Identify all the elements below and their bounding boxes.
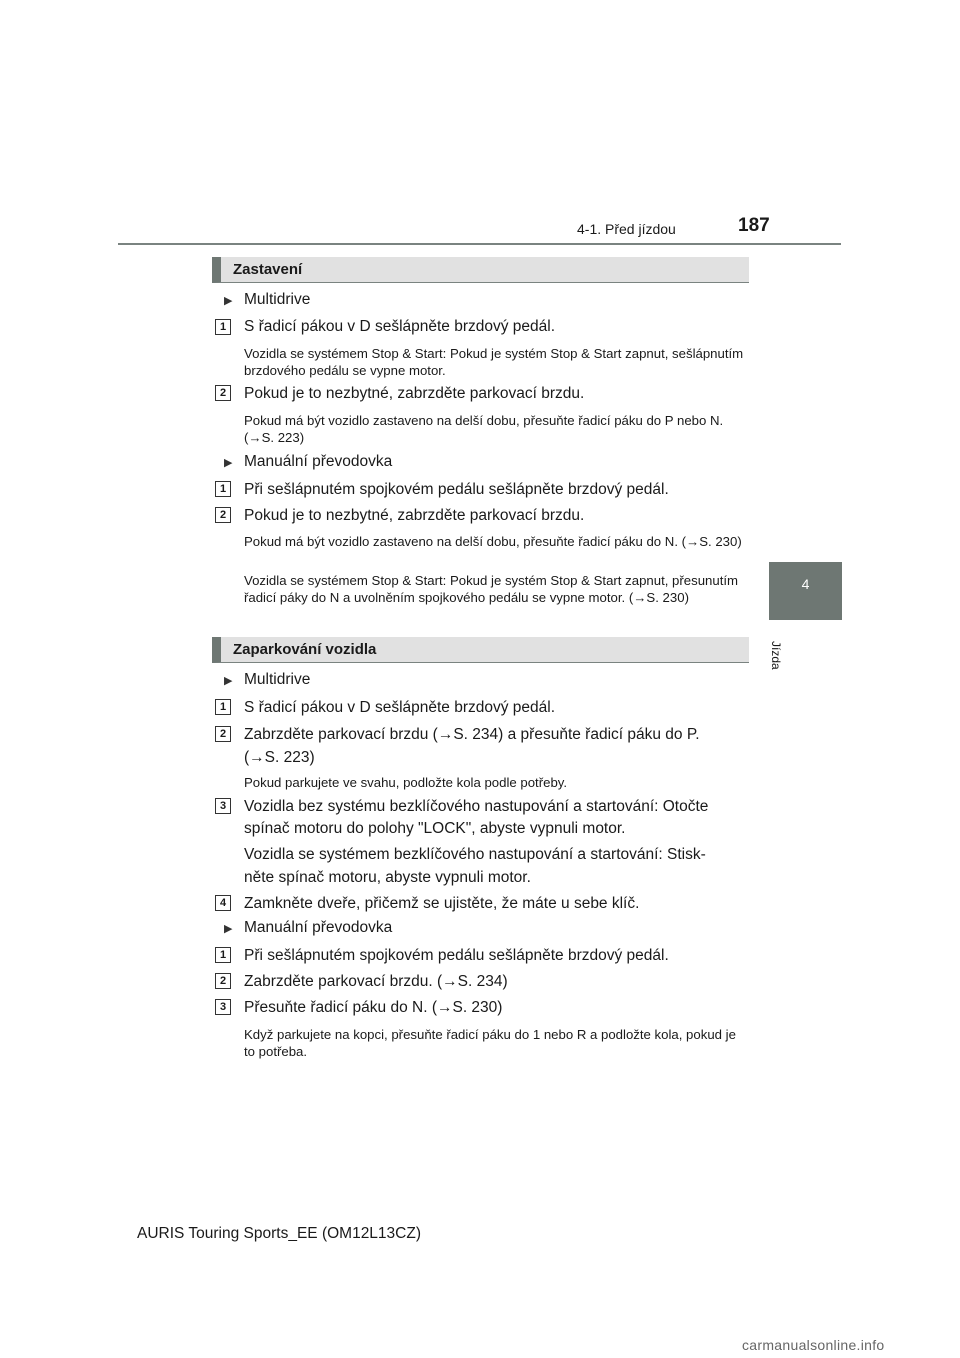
- bullet-icon: ▶: [224, 457, 233, 469]
- bullet-icon: ▶: [224, 923, 233, 935]
- step-text: Pokud je to nezbytné, zabrzděte parkovací brzdu.: [244, 507, 585, 524]
- step-text: Zabrzděte parkovací brzdu (→S. 234) a přesuňte řadicí páku do P.: [244, 726, 700, 743]
- step-number: 1: [215, 699, 231, 715]
- footer-document-id: AURIS Touring Sports_EE (OM12L13CZ): [137, 1225, 421, 1242]
- subheading-multidrive: Multidrive: [244, 291, 311, 308]
- step-number: 2: [215, 507, 231, 523]
- step-number: 2: [215, 973, 231, 989]
- step-text: Přesuňte řadicí páku do N. (→S. 230): [244, 999, 503, 1016]
- step-text: S řadicí pákou v D sešlápněte brzdový pedál.: [244, 699, 556, 716]
- step-text: Pokud je to nezbytné, zabrzděte parkovací brzdu.: [244, 385, 585, 402]
- step-number: 2: [215, 385, 231, 401]
- step-note: Vozidla se systémem Stop & Start: Pokud je systém Stop & Start zapnut, přesunutím řadicí páky do N a uvolněním spojkového pedálu se vypne motor. (→S. 230): [244, 573, 739, 605]
- subheading-manual: Manuální převodovka: [244, 919, 393, 936]
- step-number: 3: [215, 999, 231, 1015]
- section-header-stop: [212, 257, 749, 283]
- subheading-manual: Manuální převodovka: [244, 453, 393, 470]
- step-text-continued: Vozidla se systémem bezklíčového nastupování a startování: Stisk-: [244, 846, 706, 863]
- step-text: Při sešlápnutém spojkovém pedálu sešlápněte brzdový pedál.: [244, 481, 669, 498]
- chapter-label: Jízda: [769, 641, 783, 670]
- bullet-icon: ▶: [224, 295, 233, 307]
- step-text: Zamkněte dveře, přičemž se ujistěte, že máte u sebe klíč.: [244, 895, 640, 912]
- section-header-park: [212, 637, 749, 663]
- step-note: Vozidla se systémem Stop & Start: Pokud je systém Stop & Start zapnut, sešlápnutím brzdového pedálu se vypne motor.: [244, 346, 744, 378]
- bullet-icon: ▶: [224, 675, 233, 687]
- subheading-multidrive: Multidrive: [244, 671, 311, 688]
- header-divider: [118, 243, 841, 245]
- step-text: Při sešlápnutém spojkovém pedálu sešlápněte brzdový pedál.: [244, 947, 669, 964]
- step-text-continued: něte spínač motoru, abyste vypnuli motor.: [244, 869, 531, 886]
- chapter-tab[interactable]: [769, 562, 842, 620]
- section-title: Zastavení: [233, 261, 303, 278]
- step-note: Pokud parkujete ve svahu, podložte kola podle potřeby.: [244, 775, 568, 790]
- step-text-continued: spínač motoru do polohy "LOCK", abyste vypnuli motor.: [244, 820, 626, 837]
- watermark: carmanualsonline.info: [742, 1337, 885, 1353]
- step-number: 2: [215, 726, 231, 742]
- section-title: Zaparkování vozidla: [233, 641, 377, 658]
- page-number: 187: [738, 215, 770, 236]
- step-text: S řadicí pákou v D sešlápněte brzdový pedál.: [244, 318, 556, 335]
- step-number: 4: [215, 895, 231, 911]
- step-note: Když parkujete na kopci, přesuňte řadicí páku do 1 nebo R a podložte kola, pokud je to potřeba.: [244, 1027, 736, 1059]
- step-text-continued: (→S. 223): [244, 749, 315, 766]
- step-note: Pokud má být vozidlo zastaveno na delší dobu, přesuňte řadicí páku do P nebo N. (→S. 223): [244, 413, 724, 445]
- step-text: Vozidla bez systému bezklíčového nastupování a startování: Otočte: [244, 798, 709, 815]
- step-number: 1: [215, 947, 231, 963]
- step-number: 1: [215, 481, 231, 497]
- chapter-number: 4: [801, 576, 810, 592]
- step-number: 3: [215, 798, 231, 814]
- section-heading: 4-1. Před jízdou: [577, 221, 676, 237]
- step-text: Zabrzděte parkovací brzdu. (→S. 234): [244, 973, 508, 990]
- step-number: 1: [215, 319, 231, 335]
- step-note: Pokud má být vozidlo zastaveno na delší dobu, přesuňte řadicí páku do N. (→S. 230): [244, 534, 742, 549]
